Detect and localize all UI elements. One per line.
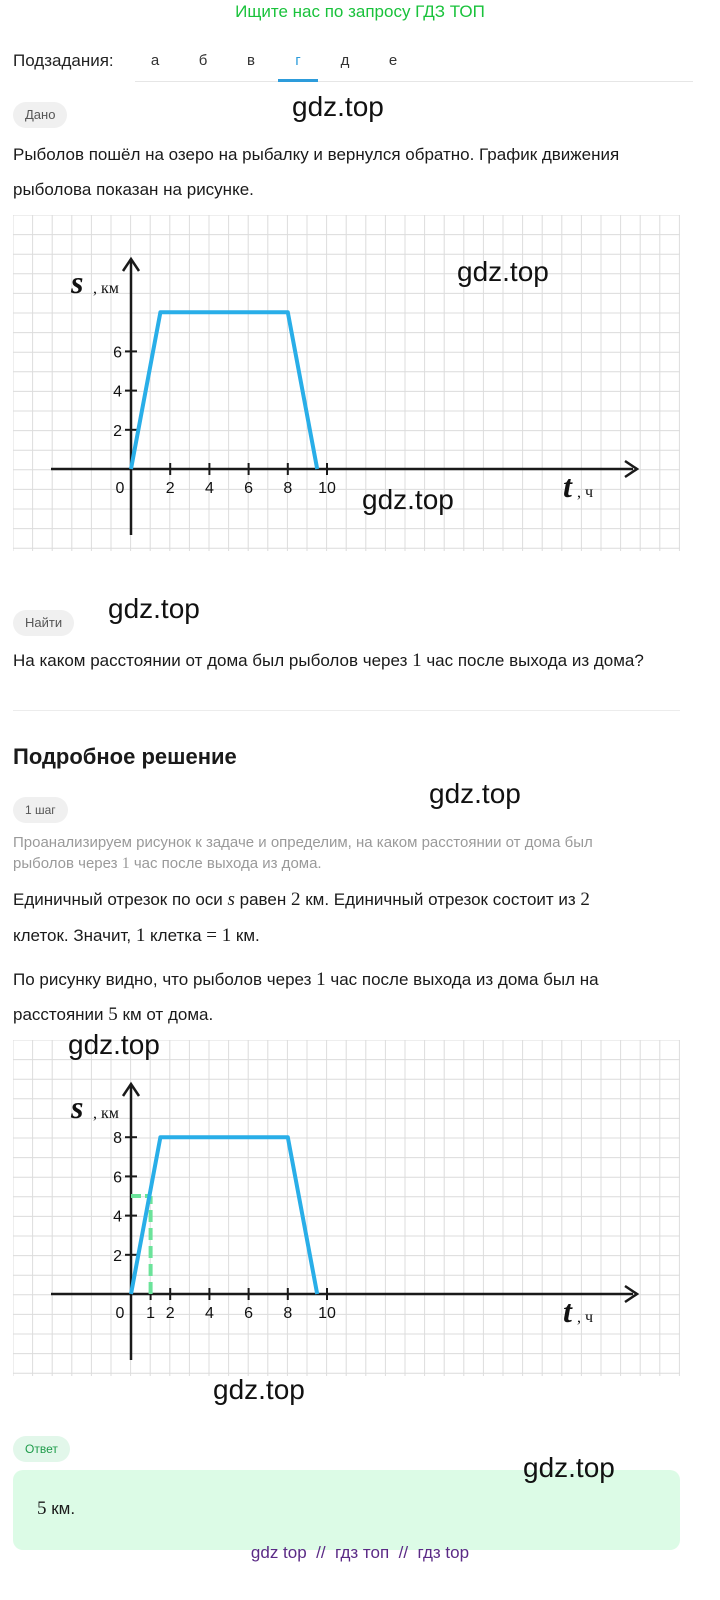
- watermark: gdz.top: [68, 1029, 160, 1060]
- step-badge: 1 шаг: [13, 797, 68, 823]
- footer-link-gdz-top[interactable]: gdz top: [250, 1543, 307, 1562]
- answer-text: 5 км.: [37, 1498, 76, 1519]
- x-axis-label-unit: , ч: [577, 484, 594, 501]
- y-tick-label: 6: [113, 344, 122, 362]
- x-axis-label-var: t: [563, 468, 572, 504]
- y-axis-label-var: s: [71, 264, 84, 300]
- y-tick-label: 4: [113, 1208, 122, 1226]
- promo-banner: Ищите нас по запросу ГДЗ ТОП: [235, 2, 485, 21]
- x-tick-label: 8: [283, 480, 293, 497]
- hint-line-2: рыболов через 1 час после выхода из дома.: [13, 855, 322, 872]
- solution-heading: Подробное решение: [13, 744, 237, 769]
- x-tick-label: 8: [283, 1305, 293, 1322]
- watermark: gdz.top: [362, 484, 454, 515]
- divider: [13, 710, 680, 711]
- subtask-tabs: [135, 48, 693, 82]
- x-tick-label: 4: [204, 480, 214, 497]
- x-tick-label: 2: [165, 1305, 175, 1322]
- x-tick-label: 0: [115, 480, 125, 497]
- watermark: gdz.top: [108, 593, 200, 624]
- y-tick-label: 2: [113, 1247, 122, 1265]
- x-tick-label: 0: [115, 1305, 125, 1322]
- y-axis-label-unit: , км: [93, 280, 119, 297]
- subtasks-nav: [13, 48, 693, 82]
- footer-separator: //: [398, 1543, 409, 1562]
- watermark: gdz.top: [457, 256, 549, 287]
- x-tick-label: 6: [244, 1305, 254, 1322]
- y-tick-label: 4: [113, 383, 122, 401]
- find-badge: Найти: [13, 610, 74, 636]
- x-tick-label: 10: [318, 1305, 336, 1322]
- tab-g[interactable]: г: [295, 52, 301, 69]
- solution-para-1: Единичный отрезок по оси s равен 2 км. Единичный отрезок состоит из 2: [13, 889, 590, 910]
- y-axis-label-var: s: [71, 1089, 84, 1125]
- tab-d[interactable]: д: [340, 52, 350, 69]
- motion-graph-2: [13, 1040, 680, 1376]
- x-axis-label-var: t: [563, 1293, 572, 1329]
- tab-b[interactable]: б: [198, 52, 208, 69]
- y-tick-label: 8: [113, 1130, 122, 1148]
- find-text: На каком расстоянии от дома был рыболов через 1 час после выхода из дома?: [13, 650, 644, 671]
- hint-line-1: Проанализируем рисунок к задаче и определим, на каком расстоянии от дома был: [13, 834, 593, 851]
- y-tick-label: 2: [113, 422, 122, 440]
- given-badge: Дано: [13, 102, 67, 128]
- y-axis-label-unit: , км: [93, 1105, 119, 1122]
- footer-links: [0, 1543, 720, 1563]
- series-line: [131, 1137, 317, 1294]
- footer-separator: //: [316, 1543, 326, 1562]
- x-tick-label: 4: [204, 1305, 214, 1322]
- motion-graph-1: [13, 215, 680, 551]
- x-axis-label-unit: , ч: [577, 1309, 594, 1326]
- answer-badge: Ответ: [13, 1436, 70, 1462]
- subtasks-label: Подзадания:: [13, 51, 114, 70]
- y-tick-label: 6: [113, 1169, 122, 1187]
- tab-v[interactable]: в: [247, 52, 255, 69]
- tab-e[interactable]: е: [388, 52, 398, 69]
- given-text-line-1: Рыболов пошёл на озеро на рыбалку и вернулся обратно. График движения: [13, 145, 620, 164]
- x-tick-label: 6: [244, 480, 254, 497]
- x-tick-label: 1: [146, 1305, 156, 1322]
- x-tick-label: 10: [318, 480, 336, 497]
- x-tick-label: 2: [165, 480, 175, 497]
- solution-para-3: По рисунку видно, что рыболов через 1 час после выхода из дома был на: [13, 969, 599, 990]
- tab-a[interactable]: а: [150, 52, 160, 69]
- footer-link-gdz-top-mixed[interactable]: гдз top: [417, 1543, 470, 1562]
- footer-link-gdz-top-ru[interactable]: гдз топ: [335, 1543, 390, 1562]
- active-tab-underline: [278, 79, 318, 82]
- watermark: gdz.top: [292, 91, 384, 122]
- given-text-line-2: рыболова показан на рисунке.: [13, 180, 254, 199]
- series-line: [131, 312, 317, 469]
- watermark: gdz.top: [523, 1452, 615, 1483]
- solution-para-2: клеток. Значит, 1 клетка = 1 км.: [13, 925, 260, 946]
- solution-para-4: расстоянии 5 км от дома.: [13, 1004, 214, 1025]
- watermark: gdz.top: [429, 778, 521, 809]
- watermark: gdz.top: [213, 1374, 305, 1405]
